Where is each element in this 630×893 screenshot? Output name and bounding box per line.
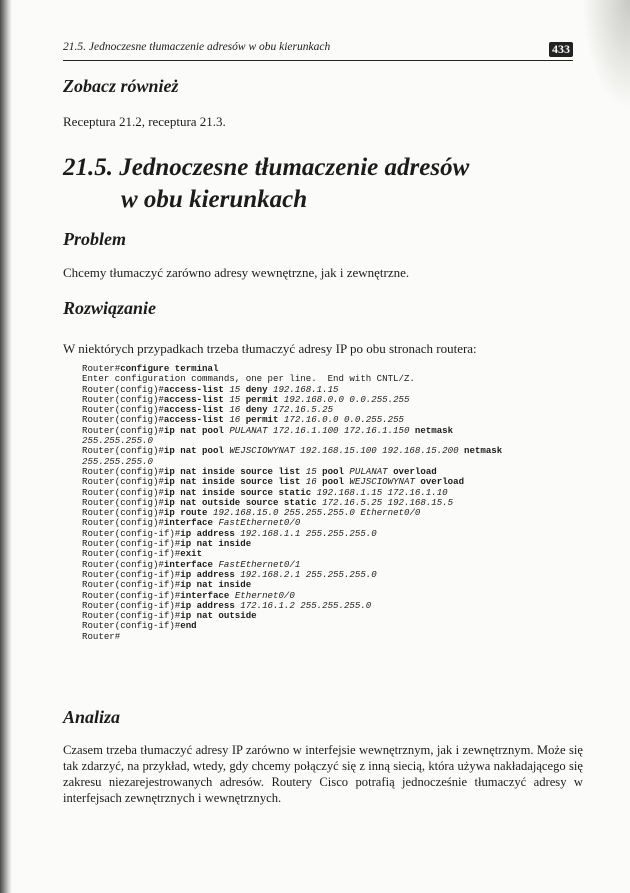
problem-heading: Problem <box>63 229 126 249</box>
code-line: Router(config)#access-list 16 permit 172.16.0.0 0.0.255.255 <box>82 414 404 426</box>
section-title-line2: w obu kierunkach <box>121 186 308 213</box>
code-line: Router(config-if)#ip nat outside <box>82 610 257 622</box>
code-line: Router(config)#access-list 15 deny 192.168.1.15 <box>82 383 339 395</box>
code-line: 255.255.255.0 <box>82 455 153 467</box>
code-line: Router(config-if)#ip address 192.168.2.1 255.255.255.0 <box>82 568 377 580</box>
code-line: Router(config)#ip nat pool WEJSCIOWYNAT 192.168.15.100 192.168.15.200 netmask <box>82 445 503 457</box>
code-line: Router#configure terminal <box>82 363 219 374</box>
section-title-line1: 21.5. Jednoczesne tłumaczenie adresów <box>63 154 470 181</box>
analysis-heading: Analiza <box>63 707 121 727</box>
code-line: Router(config)#ip route 192.168.15.0 255.255.255.0 Ethernet0/0 <box>82 507 421 519</box>
problem-text: Chcemy tłumaczyć zarówno adresy wewnętrzne, jak i zewnętrzne. <box>63 265 410 280</box>
code-line: Router(config-if)#ip nat inside <box>82 538 252 550</box>
code-line: Router(config)#interface FastEthernet0/0 <box>82 517 301 529</box>
see-also-heading: Zobacz również <box>63 76 179 96</box>
page-number: 433 <box>549 42 573 57</box>
code-line: Router(config)#ip nat inside source list 15 pool PULANAT overload <box>82 465 437 477</box>
code-line: Router(config-if)#ip address 192.168.1.1 255.255.255.0 <box>82 527 377 539</box>
code-line: Router(config)#access-list 15 permit 192.168.0.0 0.0.255.255 <box>82 393 410 405</box>
code-line: Router# <box>82 630 121 642</box>
code-line: Router(config)#ip nat inside source list 16 pool WEJSCIOWYNAT overload <box>82 476 465 488</box>
code-line: Router(config)#interface FastEthernet0/1 <box>82 558 301 570</box>
solution-text: W niektórych przypadkach trzeba tłumaczyć adresy IP po obu stronach routera: <box>63 341 477 356</box>
page-corner-shadow <box>582 0 630 110</box>
code-line: Router(config)#ip nat outside source static 172.16.5.25 192.168.15.5 <box>82 496 454 508</box>
code-line: Router(config)#access-list 16 deny 172.16.5.25 <box>82 404 334 416</box>
book-spine-shadow <box>0 0 12 893</box>
solution-heading: Rozwiązanie <box>63 298 157 318</box>
code-line: Router(config-if)#ip nat inside <box>82 579 252 591</box>
analysis-text: Czasem trzeba tłumaczyć adresy IP zarówno w interfejsie wewnętrznym, jak i zewnętrznym. Może się tak zdarzyć, na przykład, wtedy, gdy chcemy połączyć się z inną siecią, która używa nakładającego się zakresu niezarejestrowanych adresów. Routery Cisco potrafią jednocześnie tłumaczyć adresy w interfejsach zewnętrznych i wewnętrznych. <box>63 743 583 805</box>
code-line: Router(config-if)#ip address 172.16.1.2 255.255.255.0 <box>82 599 372 611</box>
code-line: Router(config)#ip nat inside source static 192.168.1.15 172.16.1.10 <box>82 486 448 498</box>
code-line: Router(config)#ip nat pool PULANAT 172.16.1.100 172.16.1.150 netmask <box>82 424 454 436</box>
code-line: Router(config-if)#interface Ethernet0/0 <box>82 589 295 601</box>
code-listing <box>82 364 582 642</box>
section-title <box>63 152 469 216</box>
code-line: 255.255.255.0 <box>82 435 153 447</box>
code-line: Enter configuration commands, one per line. End with CNTL/Z. <box>82 373 415 385</box>
running-header <box>63 38 573 61</box>
see-also-text: Receptura 21.2, receptura 21.3. <box>63 114 226 129</box>
code-line: Router(config-if)#exit <box>82 548 203 560</box>
running-title: 21.5. Jednoczesne tłumaczenie adresów w obu kierunkach <box>63 41 331 53</box>
code-line: Router(config-if)#end <box>82 620 197 632</box>
